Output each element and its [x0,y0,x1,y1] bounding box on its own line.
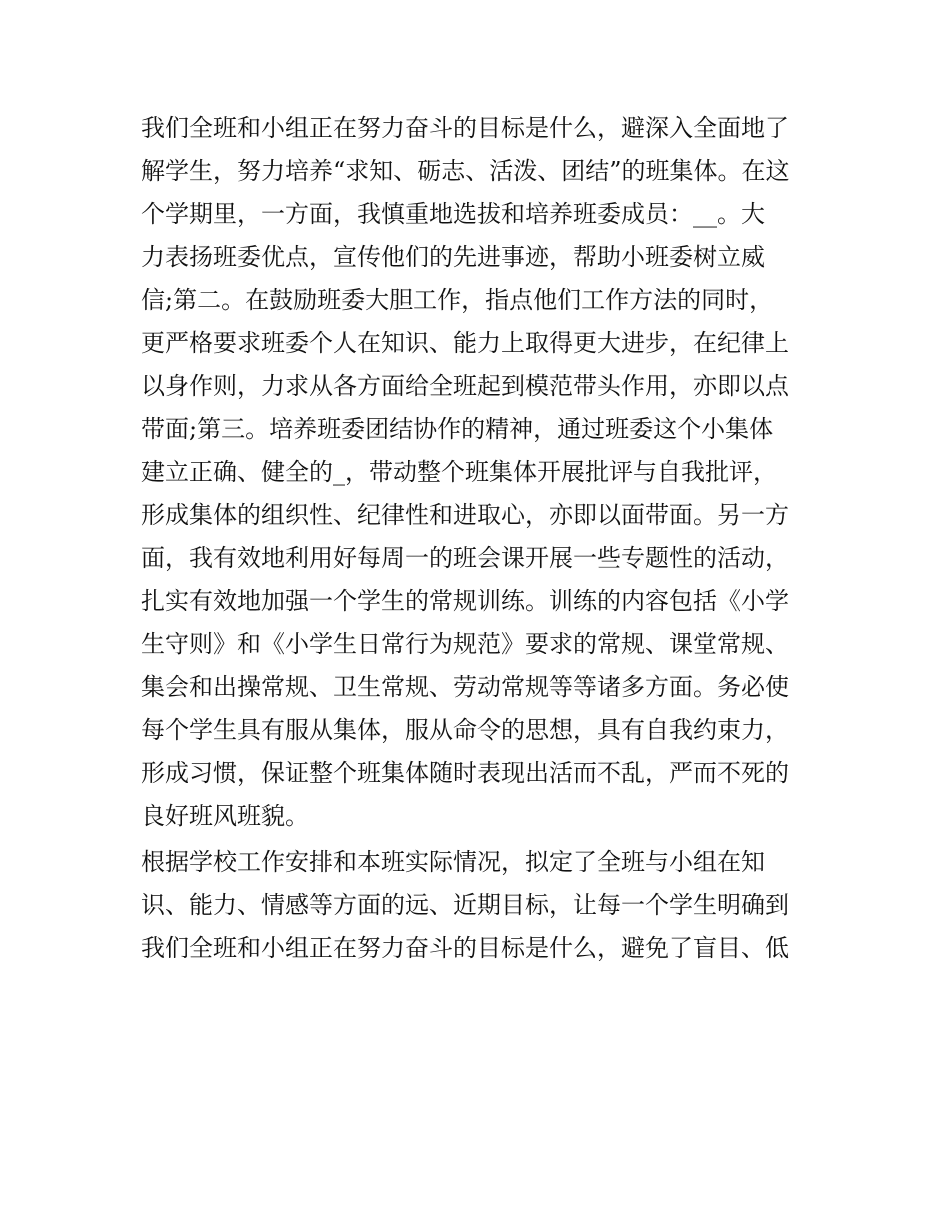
text-line: 我们全班和小组正在努力奋斗的目标是什么，避深入全面地了 [141,114,789,142]
text-line: 扎实有效地加强一个学生的常规训练。训练的内容包括《小学 [141,587,789,615]
text-line: 以身作则，力求从各方面给全班起到模范带头作用，亦即以点 [141,372,789,400]
paragraph-2 [141,841,821,970]
text-line: 信;第二。在鼓励班委大胆工作，指点他们工作方法的同时， [141,286,774,314]
text-line: 建立正确、健全的_，带动整个班集体开展批评与自我批评， [141,458,777,486]
text-line: 力表扬班委优点，宣传他们的先进事迹，帮助小班委树立威 [141,243,765,271]
text-line: 更严格要求班委个人在知识、能力上取得更大进步，在纪律上 [141,329,789,357]
text-line: 每个学生具有服从集体，服从命令的思想，具有自我约束力， [141,716,789,744]
text-line: 面，我有效地利用好每周一的班会课开展一些专题性的活动， [141,544,789,572]
text-line: 根据学校工作安排和本班实际情况，拟定了全班与小组在知 [141,848,765,876]
paragraph-1 [141,107,821,838]
text-line: 识、能力、情感等方面的远、近期目标，让每一个学生明确到 [141,891,789,919]
text-line: 解学生，努力培养“求知、砺志、活泼、团结”的班集体。在这 [141,157,790,185]
document-body [141,107,821,970]
text-line: 我们全班和小组正在努力奋斗的目标是什么，避免了盲目、低 [141,934,789,962]
text-line: 个学期里，一方面，我慎重地选拔和培养班委成员：__。大 [141,200,765,228]
text-line: 形成习惯，保证整个班集体随时表现出活而不乱，严而不死的 [141,759,789,787]
text-line: 带面;第三。培养班委团结协作的精神，通过班委这个小集体 [141,415,774,443]
text-line: 良好班风班貌。 [141,802,309,830]
text-line: 形成集体的组织性、纪律性和进取心，亦即以面带面。另一方 [141,501,789,529]
text-line: 生守则》和《小学生日常行为规范》要求的常规、课堂常规、 [141,630,789,658]
text-line: 集会和出操常规、卫生常规、劳动常规等等诸多方面。务必使 [141,673,789,701]
